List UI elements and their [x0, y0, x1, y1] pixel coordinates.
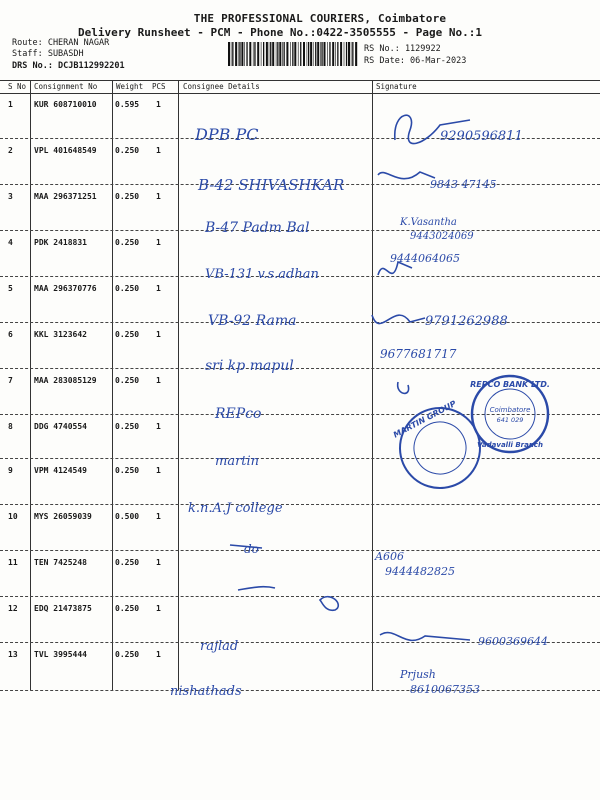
handwritten-consignee: do	[244, 542, 259, 556]
row-consignment-no: KKL 3123642	[34, 330, 87, 339]
repco-stamp-pin: 641 029	[496, 416, 524, 424]
handwritten-signature-note: 9290596811	[440, 129, 523, 144]
ditto-mark-10	[230, 545, 262, 548]
row-pcs: 1	[156, 192, 161, 201]
row-sno: 3	[8, 192, 13, 201]
handwritten-signature-note: Prjush 8610067353	[400, 668, 480, 696]
row-sno: 12	[8, 604, 18, 613]
handwritten-consignee: VB-131 v.s.adhan	[205, 267, 319, 282]
row-divider	[0, 550, 600, 551]
handwritten-consignee: VB-92 Rama	[208, 313, 297, 329]
row-sno: 10	[8, 512, 18, 521]
col-divider-consignee	[372, 80, 373, 690]
row-consignment-no: MYS 26059039	[34, 512, 92, 521]
row-divider	[0, 458, 600, 459]
row-divider	[0, 642, 600, 643]
repco-stamp-city: Coimbatore	[489, 406, 531, 414]
col-divider-consignment	[112, 80, 113, 690]
row-divider	[0, 184, 600, 185]
row-weight: 0.250	[115, 192, 140, 201]
row-pcs: 1	[156, 650, 161, 659]
row-weight: 0.250	[115, 604, 140, 613]
row-divider	[0, 322, 600, 323]
signature-scribble-12	[380, 633, 470, 641]
row-consignment-no: MAA 283085129	[34, 376, 97, 385]
ditto-mark-11	[238, 587, 275, 590]
handwritten-signature-note: K.Vasantha 9443024069	[400, 217, 474, 242]
circle-mark-11	[320, 597, 338, 611]
row-weight: 0.250	[115, 650, 140, 659]
signature-scribble-7	[398, 382, 409, 393]
route-label: Route: CHERAN NAGAR	[12, 38, 110, 48]
row-consignment-no: TEN 7425248	[34, 558, 87, 567]
col-divider-weight	[178, 80, 179, 690]
barcode	[228, 42, 358, 66]
row-consignment-no: MAA 296371251	[34, 192, 97, 201]
staff-label: Staff: SUBASDH	[12, 49, 84, 59]
martin-group-stamp	[386, 394, 494, 502]
row-pcs: 1	[156, 558, 161, 567]
row-pcs: 1	[156, 100, 161, 109]
signature-scribble-4	[378, 262, 412, 275]
row-consignment-no: KUR 608710010	[34, 100, 97, 109]
handwritten-consignee: sri kp mapul	[205, 358, 294, 374]
row-sno: 2	[8, 146, 13, 155]
row-sno: 9	[8, 466, 13, 475]
handwritten-consignee: DPB PC	[195, 125, 259, 144]
row-weight: 0.250	[115, 146, 140, 155]
company-title: THE PROFESSIONAL COURIERS, Coimbatore	[193, 12, 447, 25]
row-divider	[0, 230, 600, 231]
handwritten-signature-note: 9444064065	[390, 252, 460, 265]
row-weight: 0.250	[115, 238, 140, 247]
row-divider	[0, 368, 600, 369]
row-sno: 5	[8, 284, 13, 293]
row-consignment-no: VPM 4124549	[34, 466, 87, 475]
handwritten-consignee: nishathads	[170, 684, 242, 699]
row-sno: 1	[8, 100, 13, 109]
row-pcs: 1	[156, 238, 161, 247]
row-consignment-no: MAA 296370776	[34, 284, 97, 293]
row-pcs: 1	[156, 422, 161, 431]
row-consignment-no: EDQ 21473875	[34, 604, 92, 613]
table-top-border	[0, 80, 600, 81]
row-weight: 0.250	[115, 284, 140, 293]
signature-scribble-1	[395, 115, 470, 143]
col-header-signature: Signature	[376, 82, 417, 91]
row-divider	[0, 690, 600, 691]
row-consignment-no: VPL 401648549	[34, 146, 97, 155]
col-divider-sno	[30, 80, 31, 690]
table-header-border	[0, 93, 600, 94]
row-weight: 0.250	[115, 422, 140, 431]
row-pcs: 1	[156, 466, 161, 475]
drs-number: DRS No.: DCJB112992201	[12, 61, 125, 71]
row-pcs: 1	[156, 284, 161, 293]
row-sno: 6	[8, 330, 13, 339]
row-sno: 4	[8, 238, 13, 247]
rs-number: RS No.: 1129922	[364, 44, 441, 54]
col-header-consignee: Consignee Details	[183, 82, 260, 91]
row-sno: 13	[8, 650, 18, 659]
row-weight: 0.250	[115, 376, 140, 385]
signature-scribbles	[230, 115, 470, 640]
row-weight: 0.500	[115, 512, 140, 521]
col-header-weight: Weight	[116, 82, 144, 91]
row-consignment-no: TVL 3995444	[34, 650, 87, 659]
row-pcs: 1	[156, 604, 161, 613]
row-pcs: 1	[156, 376, 161, 385]
handwritten-signature-note: 9600369644	[478, 635, 548, 648]
handwritten-consignee: B-47 Padm Bal	[205, 220, 310, 236]
row-sno: 11	[8, 558, 18, 567]
row-weight: 0.250	[115, 558, 140, 567]
runsheet-subtitle: Delivery Runsheet - PCM - Phone No.:0422-3505555 - Page No.:1	[78, 26, 482, 39]
handwritten-signature-note: 9677681717	[380, 347, 457, 361]
handwritten-signature-note: 9791262988	[425, 314, 508, 329]
handwritten-consignee: rajlad	[200, 639, 239, 654]
row-weight: 0.250	[115, 466, 140, 475]
row-divider	[0, 596, 600, 597]
repco-stamp-name: REPCO BANK LTD.	[470, 380, 550, 389]
repco-stamp-branch: Vadavalli Branch	[477, 441, 543, 449]
row-consignment-no: DDG 4740554	[34, 422, 87, 431]
row-divider	[0, 414, 600, 415]
row-divider	[0, 504, 600, 505]
signature-scribble-2	[378, 172, 435, 179]
row-pcs: 1	[156, 146, 161, 155]
row-divider	[0, 276, 600, 277]
col-header-sno: S No	[8, 82, 27, 91]
handwritten-signature-note: A606 9444482825	[375, 550, 455, 578]
handwritten-consignee: REPco	[215, 406, 262, 422]
handwritten-signature-note: 9843 47145	[430, 178, 497, 191]
handwritten-consignee: martin	[215, 454, 260, 469]
martin-stamp-text: MARTIN GROUP	[391, 398, 458, 440]
handwritten-consignee: k.n.A.J college	[188, 501, 283, 516]
row-pcs: 1	[156, 512, 161, 521]
row-weight: 0.250	[115, 330, 140, 339]
col-header-consignment: Consignment No	[34, 82, 98, 91]
col-header-pcs: PCS	[152, 82, 166, 91]
row-divider	[0, 138, 600, 139]
row-consignment-no: PDK 2418831	[34, 238, 87, 247]
row-sno: 7	[8, 376, 13, 385]
row-pcs: 1	[156, 330, 161, 339]
row-weight: 0.595	[115, 100, 140, 109]
rs-date: RS Date: 06-Mar-2023	[364, 56, 467, 66]
row-sno: 8	[8, 422, 13, 431]
handwritten-consignee: B-42 SHIVASHKAR	[198, 176, 345, 194]
